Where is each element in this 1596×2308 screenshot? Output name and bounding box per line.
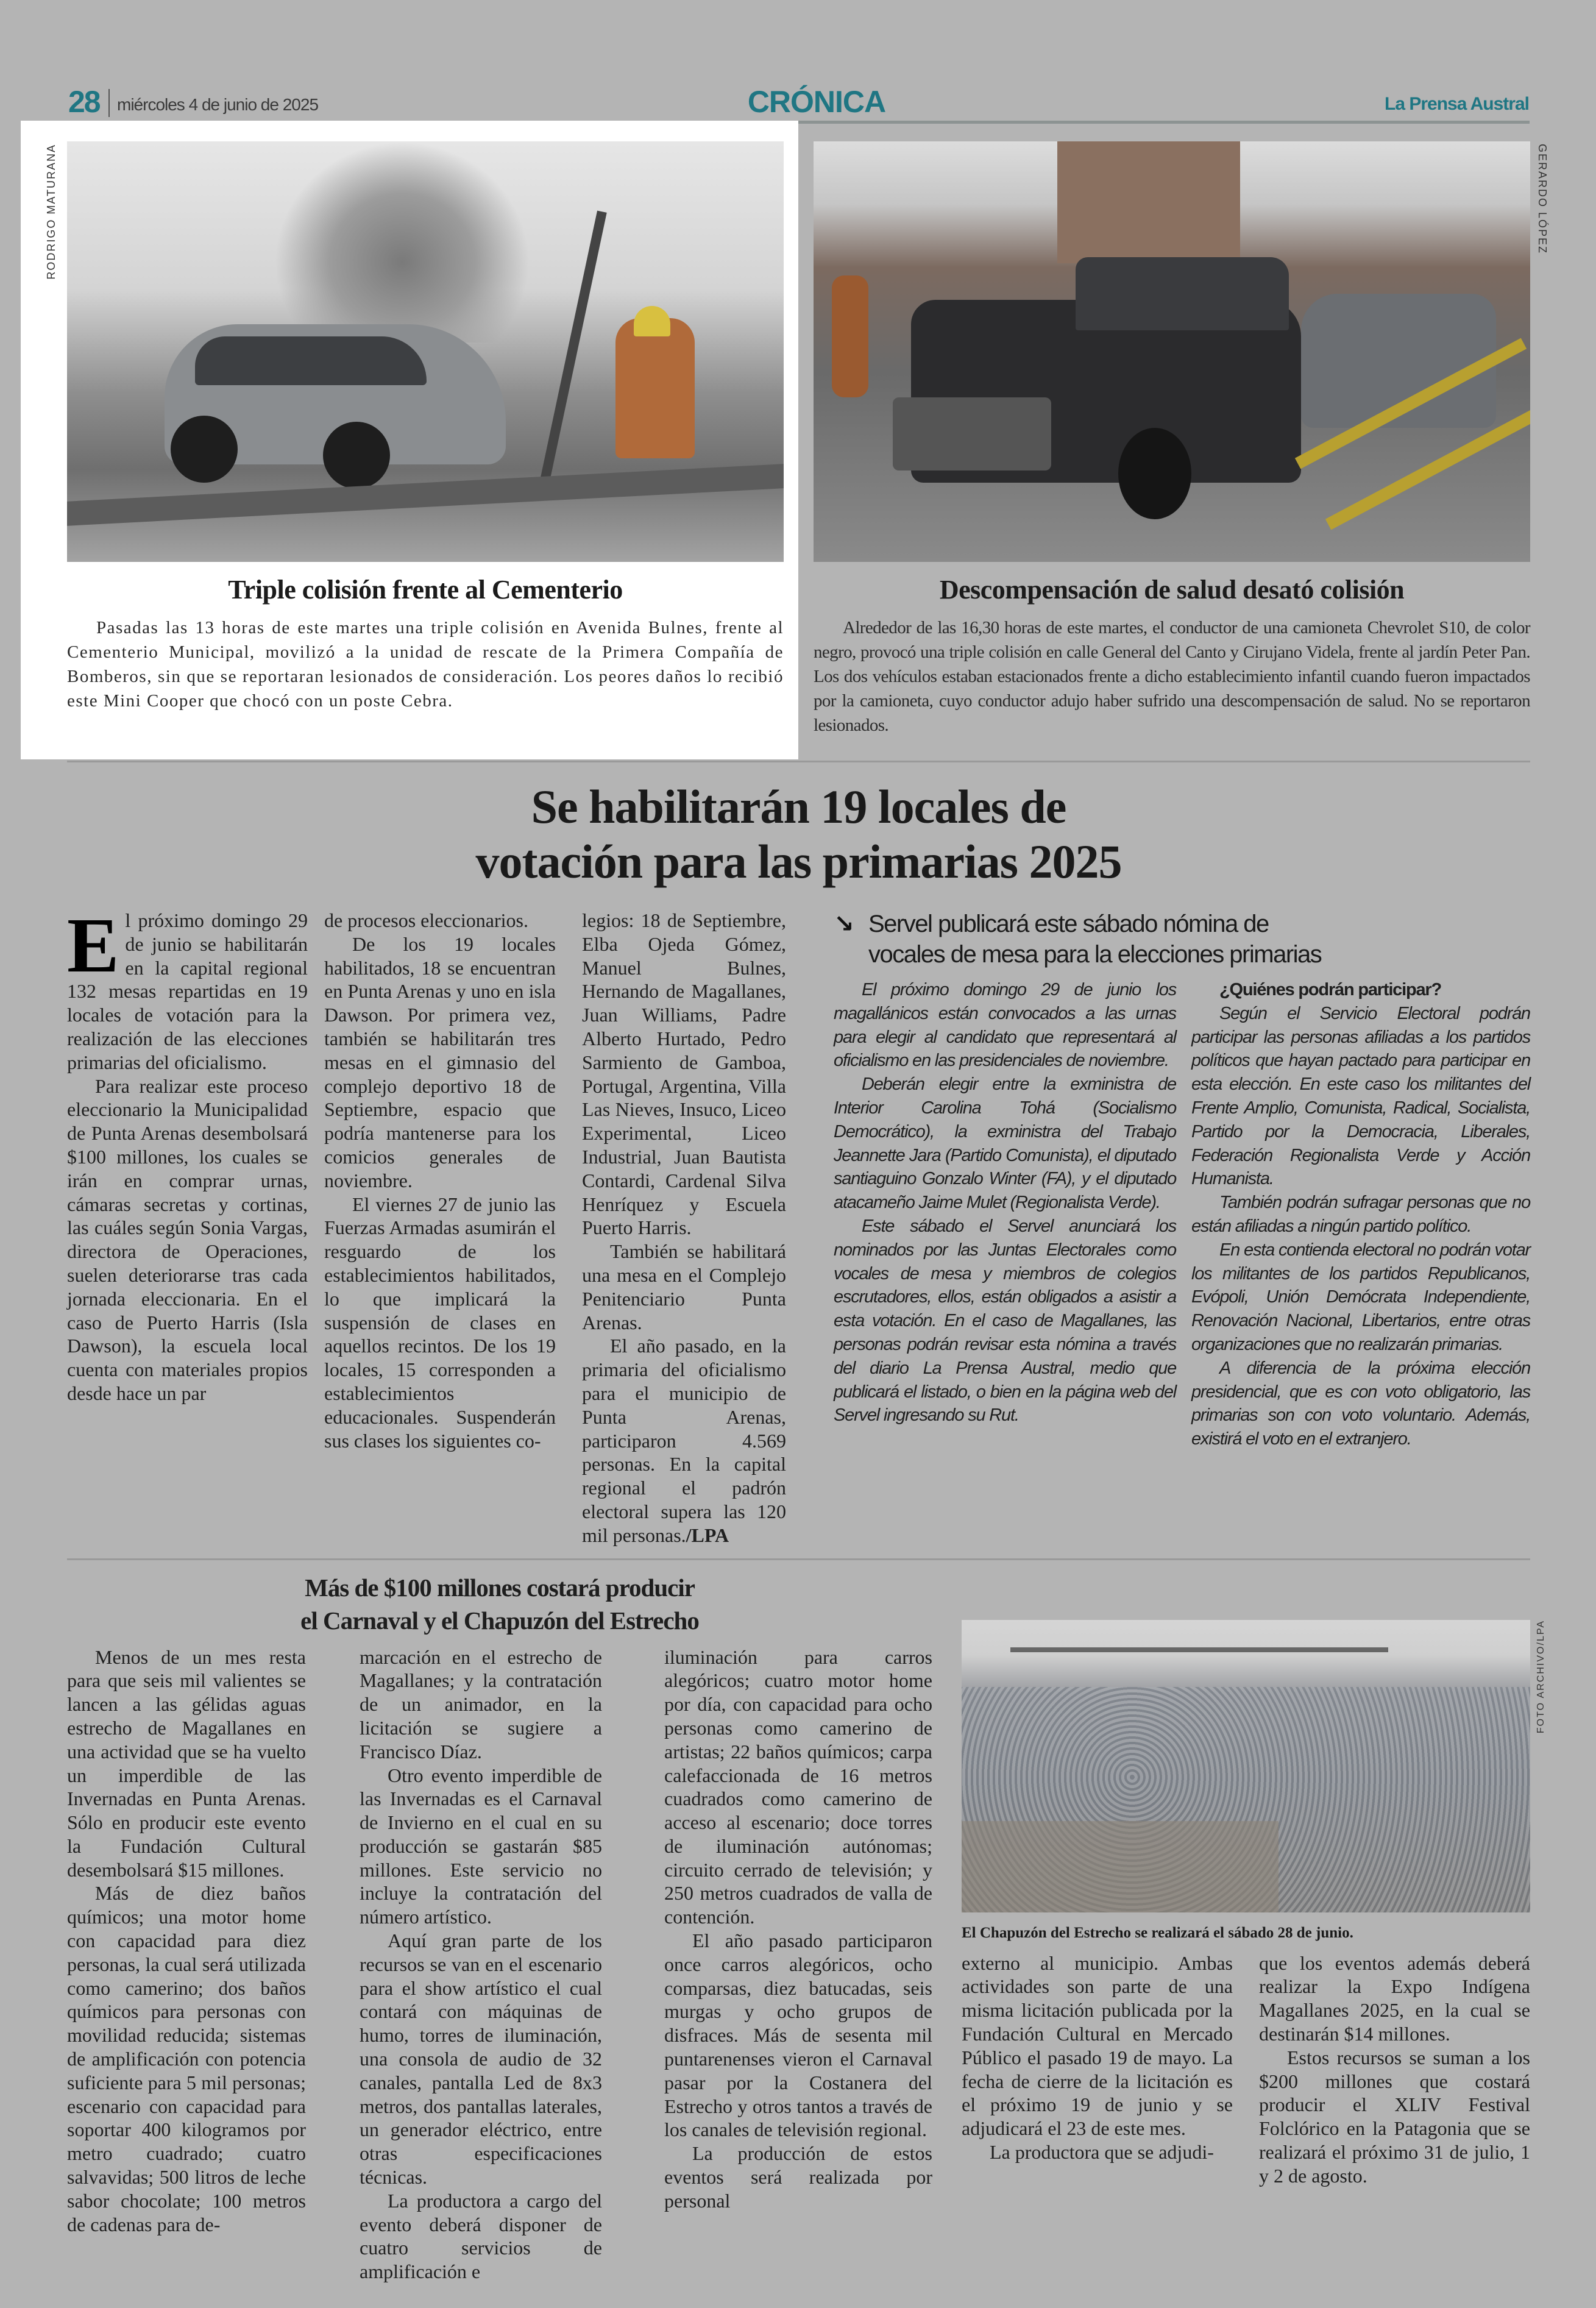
main-article-column-1 <box>67 902 308 1405</box>
bottom-column-1 <box>67 1646 306 2237</box>
bottom-columns-left <box>67 1646 932 2284</box>
paragraph: El viernes 27 de junio las Fuerzas Armadas asumirán el resguardo de los establecimientos habilitados, lo que implicará la suspensión de clases en aquellos recintos. De los 19 locales, 15 corresponden a establecimientos educacionales. Suspenderán sus clases los siguientes co- <box>324 1193 556 1452</box>
story-triple-colision <box>45 141 784 759</box>
paragraph: externo al municipio. Ambas actividades son parte de una misma licitación publicada por la Fundación Cultural en Mercado Público el pasado 19 de mayo. La fecha de cierre de la licitación es el próximo 19 de junio y se adjudicará el 23 de este mes. <box>962 1951 1233 2140</box>
bottom-column-5 <box>1259 1951 1530 2188</box>
paragraph: Este sábado el Servel anunciará los nominados por las Juntas Electorales como vocales de mesa y miembros de colegios escrutadores, ellos, están obligados a asistir a esta votación. En el caso de Magallanes, las personas podrán revisar esta nómina a través del diario La Prensa Austral, medio que publicará el listado, o bien en la página web del Servel ingresando su Rut. <box>834 1216 1176 1426</box>
bottom-article-photo-side <box>962 1619 1546 2188</box>
bottom-column-2 <box>360 1646 602 2284</box>
photo-left-title: Triple colisión frente al Cementerio <box>228 575 623 605</box>
paragraph: El año pasado participaron once carros alegóricos, ocho comparsas, diez batucadas, seis murgas y ocho grupos de disfraces. Más de sesenta mil puntarenenses vieron el Carnaval pasar por la Costanera del Estrecho y otros tantos a través de los canales de televisión regional. <box>664 1930 932 2141</box>
paragraph: El año pasado, en la primaria del oficialismo para el municipio de Punta Arenas, participaron 4.569 personas. En la capital regional el padrón electoral supera las 120 mil personas. <box>582 1335 786 1546</box>
photo-stories-row <box>45 141 1548 759</box>
photo-chapuzon-caption: El Chapuzón del Estrecho se realizará el sábado 28 de junio. <box>962 1924 1353 1941</box>
paragraph: marcación en el estrecho de Magallanes; y la contratación de un animador, en la licitación se sugiere a Francisco Díaz. <box>360 1646 602 1763</box>
paragraph: iluminación para carros alegóricos; cuatro motor home por día, con capacidad para ocho personas como camerino de artistas; 22 baños químicos; carpa calefaccionada de 16 metros cuadrados como camerino de acceso al escenario; doce torres de iluminación autónomas; circuito cerrado de televisión; y 250 metros cuadrados de valla de contención. <box>664 1646 932 1928</box>
section-divider <box>67 1558 1530 1560</box>
paragraph: l próximo domingo 29 de junio se habilitarán en la capital regional 132 mesas repartidas en 19 locales de votación para la realización de las elecciones primarias del oficialismo. <box>67 909 308 1073</box>
bottom-headline-line-2: el Carnaval y el Chapuzón del Estrecho <box>300 1606 699 1635</box>
paragraph: A diferencia de la próxima elección presidencial, que es con voto obligatorio, las primarias son con voto voluntario. Además, existirá el voto en el extranjero. <box>1191 1358 1530 1449</box>
servel-column-1 <box>834 978 1176 1451</box>
paragraph: Deberán elegir entre la exministra de Interior Carolina Tohá (Socialismo Democrático), la exministra del Trabajo Jeannette Jara (Partido Comunista), el diputado santiaguino Gonzalo Winter (FA), y el diputado atacameño Jaime Mulet (Regionalista Verde). <box>834 1074 1176 1213</box>
paragraph: También se habilitará una mesa en el Complejo Penitenciario Punta Arenas. <box>582 1240 786 1333</box>
drop-cap: E <box>67 902 119 989</box>
paragraph: Más de diez baños químicos; una motor home con capacidad para diez personas, la cual será utilizada como camerino; dos baños químicos para personas con movilidad reducida; sistemas de amplificación con potencia suficiente para 5 mil personas; escenario con capacidad para soportar 400 kilogramos por metro cuadrado; cuatro salvavidas; 500 litros de leche sabor chocolate; 100 metros de cadenas para de- <box>67 1882 306 2235</box>
bottom-column-3 <box>664 1646 932 2213</box>
photo-credit-left: RODRIGO MATURANA <box>45 144 57 280</box>
bottom-headline-line-1: Más de $100 millones costará producir <box>305 1573 695 1602</box>
servel-heading-row <box>834 909 1530 970</box>
paragraph: La productora a cargo del evento deberá disponer de cuatro servicios de amplificación e <box>360 2189 602 2283</box>
paragraph: También podrán sufragar personas que no están afiliadas a ningún partido político. <box>1191 1193 1530 1236</box>
servel-headline <box>868 909 1321 970</box>
arrow-down-right-icon: ↘ <box>834 910 854 938</box>
paragraph: Menos de un mes resta para que seis mil valientes se lancen a las gélidas aguas estrecho de Magallanes en una actividad que se ha vuelto un imperdible de las Invernadas en Punta Arenas. Sólo en producir este evento la Fundación Cultural desembolsará $15 millones. <box>67 1646 306 1881</box>
paragraph: Otro evento imperdible de las Invernadas es el Carnaval de Invierno en el cual en su producción se gastarán $85 millones. Este servicio no incluye la contratación del número artístico. <box>360 1764 602 1928</box>
bottom-column-4 <box>962 1951 1233 2164</box>
photo-credit-chapuzon: FOTO ARCHIVO/LPA <box>1536 1619 1546 1733</box>
section-divider <box>67 761 1530 762</box>
newspaper-brand: La Prensa Austral <box>1385 94 1529 114</box>
paragraph: El próximo domingo 29 de junio los magallánicos están convocados a las urnas para elegir al candidato que representará al oficialismo en las presidenciales de noviembre. <box>834 980 1176 1071</box>
paragraph: Aquí gran parte de los recursos se van en el escenario para el show artístico el cual contará con máquinas de humo, torres de iluminación, una consola de audio de 32 canales, pantalla Led de 8x3 metros, dos pantallas laterales, un generador eléctrico, entre otras especificaciones técnicas. <box>360 1930 602 2189</box>
paragraph: Según el Servicio Electoral podrán participar las personas afiliadas a los partidos políticos que hayan pactado para participar en esta elección. En este caso los militantes del Frente Amplio, Comunista, Radical, Socialista, Partido por la Democracia, Liberales, Federación Regionalista Verde y Acción Humanista. <box>1191 1003 1530 1189</box>
paragraph: Estos recursos se suman a los $200 millones que costará producir el XLIV Festival Folclórico en la Patagonia que se realizará el próximo 31 de julio, 1 y 2 de agosto. <box>1259 2046 1530 2187</box>
servel-subheading: ¿Quiénes podrán participar? <box>1219 980 1441 1000</box>
paragraph: que los eventos además deberá realizar la Expo Indígena Magallanes 2025, en la cual se destinarán $14 millones. <box>1259 1951 1530 2045</box>
main-article-column-2 <box>324 909 556 1452</box>
paragraph: La productora que se adjudi- <box>990 2140 1214 2163</box>
photo-crash-mini-cooper <box>67 141 784 562</box>
main-headline <box>67 779 1530 889</box>
photo-crash-pickup <box>814 141 1530 562</box>
photo-right-title: Descompensación de salud desató colisión <box>939 575 1405 605</box>
article-signature: /LPA <box>686 1524 729 1546</box>
servel-headline-line-2: vocales de mesa para la elecciones primarias <box>868 941 1322 968</box>
paragraph: Para realizar este proceso eleccionario la Municipalidad de Punta Arenas desembolsará $100 millones, los cuales se irán en comprar urnas, cámaras secretas y cortinas, las cuáles según Sonia Vargas, directora de Operaciones, suelen deteriorarse tras cada jornada eleccionaria. En el caso de Puerto Harris (Isla Dawson), la escuela local cuenta con materiales propios desde hace un par <box>67 1074 308 1404</box>
photo-left-caption: Pasadas las 13 horas de este martes una triple colisión en Avenida Bulnes, frente al Cementerio Municipal, movilizó a la unidad de rescate de la Primera Compañía de Bomberos, sin que se reportaran lesionados de consideración. Los peores daños lo recibió este Mini Cooper que chocó con un poste Cebra. <box>67 618 784 711</box>
servel-columns <box>834 978 1530 1451</box>
bottom-article-text <box>67 1571 932 2284</box>
servel-column-2 <box>1191 978 1530 1451</box>
paragraph: En esta contienda electoral no podrán votar los militantes de los partidos Republicanos, Evópoli, Unión Demócrata Independiente, Renovación Nacional, Libertarios, entre otras organizaciones que no realizarán primarias. <box>1191 1240 1530 1354</box>
main-article-row <box>67 902 1530 1547</box>
servel-sidebar <box>834 909 1530 1451</box>
paragraph: De los 19 locales habilitados, 18 se encuentran en Punta Arenas y uno en isla Dawson. Por primera vez, también se habilitarán tres mesas en el gimnasio del complejo deportivo 18 de Septiembre, espacio que podría mantenerse para los comicios generales de noviembre. <box>324 932 556 1191</box>
section-title: CRÓNICA <box>747 85 886 119</box>
header-separator <box>108 89 110 117</box>
photo-chapuzon-crowd <box>962 1620 1530 1912</box>
story-descompensacion <box>814 141 1548 759</box>
bottom-article-row <box>67 1571 1546 2284</box>
main-headline-line-2: votación para las primarias 2025 <box>475 835 1122 888</box>
main-headline-line-1: Se habilitarán 19 locales de <box>531 780 1066 833</box>
main-article-column-3 <box>582 909 786 1547</box>
issue-date: miércoles 4 de junio de 2025 <box>117 95 319 114</box>
bottom-headline <box>67 1571 932 1637</box>
photo-right-caption: Alrededor de las 16,30 horas de este martes, el conductor de una camioneta Chevrolet S10, de color negro, provocó una triple colisión en calle General del Canto y Cirujano Videla, frente al jardín Peter Pan. Los dos vehículos estaban estacionados frente a dicho establecimiento infantil cuando fueron impactados por la camioneta, cuyo conductor adujo haber sufrido una descompensación de salud. No se reportaron lesionados. <box>814 618 1530 735</box>
photo-credit-right: GERARDO LÓPEZ <box>1536 144 1548 255</box>
paragraph: La producción de estos eventos será realizada por personal <box>664 2142 932 2212</box>
paragraph: de procesos eleccionarios. <box>324 909 528 931</box>
page-number: 28 <box>68 85 100 119</box>
bottom-columns-right <box>962 1951 1530 2188</box>
paragraph: legios: 18 de Septiembre, Elba Ojeda Gómez, Manuel Bulnes, Hernando de Magallanes, Juan Williams, Padre Alberto Hurtado, Pedro Sarmiento de Gamboa, Portugal, Argentina, Villa Las Nieves, Insuco, Liceo Experimental, Liceo Industrial, Juan Bautista Contardi, Cardenal Silva Henríquez y Escuela Puerto Harris. <box>582 909 786 1239</box>
servel-headline-line-1: Servel publicará este sábado nómina de <box>868 911 1269 937</box>
